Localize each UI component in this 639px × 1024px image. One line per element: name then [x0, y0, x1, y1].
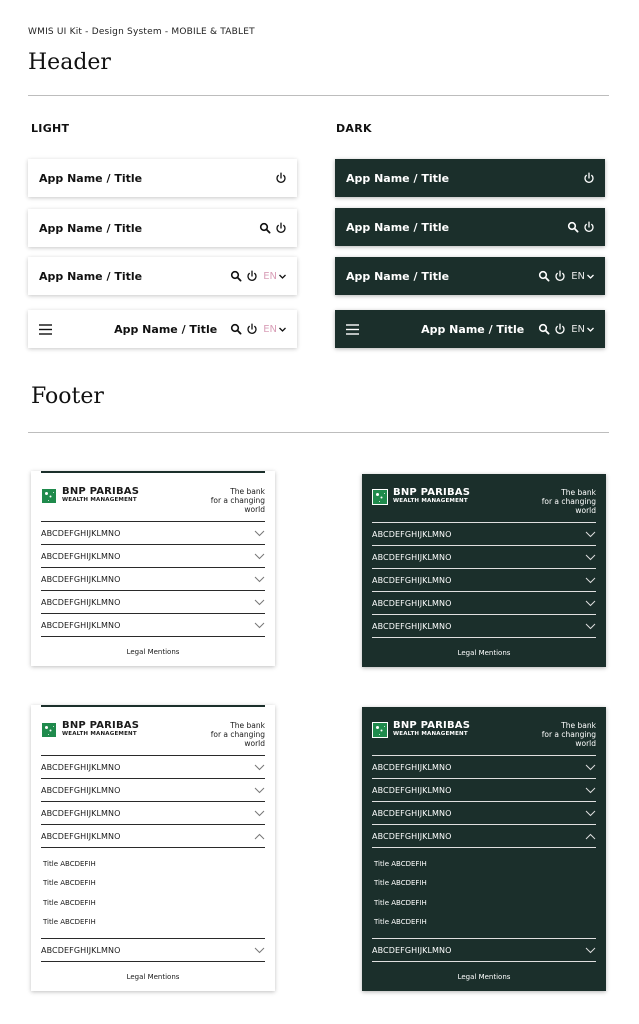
- legal-mentions-link[interactable]: Legal Mentions: [126, 973, 180, 981]
- chevron-down-icon: [585, 947, 596, 954]
- app-title: App Name / Title: [346, 269, 450, 283]
- header-dark-search-power: [335, 208, 605, 246]
- chevron-down-icon: [254, 530, 265, 537]
- chevron-down-icon: [585, 787, 596, 794]
- bnp-logo-icon: [372, 722, 388, 738]
- brand-tagline: The bank for a changing world: [541, 721, 596, 748]
- power-icon[interactable]: [246, 323, 258, 335]
- legal-mentions-link[interactable]: Legal Mentions: [457, 649, 511, 657]
- search-icon[interactable]: [230, 270, 242, 282]
- chevron-down-icon: [585, 600, 596, 607]
- chevron-down-icon: [585, 764, 596, 771]
- brand-subtitle: WEALTH MANAGEMENT: [393, 731, 468, 737]
- accordion-item[interactable]: ABCDEFGHIJKLMNO: [372, 568, 596, 591]
- brand-name: BNP PARIBAS: [62, 486, 140, 497]
- app-title: App Name / Title: [39, 269, 143, 283]
- language-selector[interactable]: [571, 324, 595, 335]
- accordion-item[interactable]: ABCDEFGHIJKLMNO: [41, 590, 265, 613]
- accordion-item[interactable]: ABCDEFGHIJKLMNO: [372, 938, 596, 961]
- sub-link[interactable]: Title ABCDEFIH: [43, 898, 96, 907]
- accordion-item[interactable]: ABCDEFGHIJKLMNO: [372, 591, 596, 614]
- sub-link[interactable]: Title ABCDEFIH: [374, 898, 427, 907]
- accordion-item[interactable]: ABCDEFGHIJKLMNO: [41, 613, 265, 636]
- accordion-item[interactable]: ABCDEFGHIJKLMNO: [41, 521, 265, 544]
- sub-link[interactable]: Title ABCDEFIH: [374, 918, 427, 927]
- sub-link[interactable]: Title ABCDEFIH: [43, 918, 96, 927]
- footer-light-expanded: [31, 705, 275, 991]
- chevron-down-icon: [254, 810, 265, 817]
- brand-tagline: The bank for a changing world: [541, 488, 596, 515]
- brand-logo[interactable]: [372, 721, 470, 738]
- header-divider: [28, 95, 609, 96]
- legal-mentions-link[interactable]: Legal Mentions: [457, 973, 511, 981]
- accordion-item[interactable]: ABCDEFGHIJKLMNO: [372, 755, 596, 778]
- chevron-down-icon: [254, 622, 265, 629]
- bnp-logo-icon: [41, 488, 57, 504]
- bnp-logo-icon: [41, 722, 57, 738]
- brand-logo[interactable]: [41, 487, 139, 504]
- header-section-title: Header: [28, 50, 111, 75]
- app-title: App Name / Title: [346, 220, 450, 234]
- chevron-up-icon: [254, 833, 265, 840]
- brand-subtitle: WEALTH MANAGEMENT: [62, 731, 137, 737]
- legal-mentions-link[interactable]: Legal Mentions: [126, 648, 180, 656]
- search-icon[interactable]: [259, 222, 271, 234]
- header-dark-power: [335, 159, 605, 197]
- footer-section-title: Footer: [31, 384, 104, 409]
- chevron-down-icon: [254, 787, 265, 794]
- accordion-item[interactable]: ABCDEFGHIJKLMNO: [41, 778, 265, 801]
- power-icon[interactable]: [275, 172, 287, 184]
- accordion-item[interactable]: ABCDEFGHIJKLMNO: [372, 778, 596, 801]
- chevron-down-icon: [254, 764, 265, 771]
- chevron-down-icon: [585, 623, 596, 630]
- language-code: EN: [263, 323, 277, 335]
- brand-logo[interactable]: [41, 721, 139, 738]
- brand-subtitle: WEALTH MANAGEMENT: [393, 498, 468, 504]
- language-selector[interactable]: [571, 271, 595, 282]
- language-selector[interactable]: [263, 271, 287, 282]
- footer-light-collapsed: [31, 471, 275, 666]
- accordion-item[interactable]: ABCDEFGHIJKLMNO: [41, 938, 265, 961]
- power-icon[interactable]: [554, 270, 566, 282]
- accordion-item[interactable]: ABCDEFGHIJKLMNO: [41, 567, 265, 590]
- chevron-down-icon: [254, 599, 265, 606]
- kit-title: WMIS UI Kit - Design System - MOBILE & TABLET: [28, 27, 255, 37]
- language-code: EN: [263, 270, 277, 282]
- language-code: EN: [571, 270, 585, 282]
- light-column-label: LIGHT: [31, 122, 70, 135]
- brand-name: BNP PARIBAS: [393, 487, 471, 498]
- chevron-down-icon: [586, 272, 595, 281]
- accordion-sub-list: [41, 848, 265, 938]
- chevron-down-icon: [254, 576, 265, 583]
- footer-dark-collapsed: [362, 474, 606, 667]
- brand-tagline: The bank for a changing world: [210, 721, 265, 748]
- chevron-down-icon: [585, 554, 596, 561]
- power-icon[interactable]: [583, 172, 595, 184]
- menu-icon[interactable]: [39, 324, 53, 335]
- app-title: App Name / Title: [421, 322, 525, 336]
- app-title: App Name / Title: [346, 171, 450, 185]
- header-dark-search-power-lang: [335, 257, 605, 295]
- brand-subtitle: WEALTH MANAGEMENT: [62, 497, 137, 503]
- chevron-down-icon: [585, 577, 596, 584]
- header-light-power: [28, 159, 297, 197]
- app-title: App Name / Title: [39, 171, 143, 185]
- header-light-menu: [28, 310, 297, 348]
- app-title: App Name / Title: [114, 322, 218, 336]
- accordion-item-expanded[interactable]: ABCDEFGHIJKLMNO: [372, 824, 596, 847]
- bnp-logo-icon: [372, 489, 388, 505]
- power-icon[interactable]: [554, 323, 566, 335]
- sub-link[interactable]: Title ABCDEFIH: [43, 859, 96, 868]
- brand-name: BNP PARIBAS: [62, 720, 140, 731]
- accordion-item[interactable]: ABCDEFGHIJKLMNO: [41, 801, 265, 824]
- chevron-down-icon: [278, 272, 287, 281]
- footer-dark-expanded: [362, 707, 606, 991]
- chevron-down-icon: [586, 325, 595, 334]
- power-icon[interactable]: [583, 221, 595, 233]
- brand-tagline: The bank for a changing world: [210, 487, 265, 514]
- sub-link[interactable]: Title ABCDEFIH: [374, 879, 427, 888]
- menu-icon[interactable]: [346, 324, 360, 335]
- accordion-item[interactable]: ABCDEFGHIJKLMNO: [372, 545, 596, 568]
- chevron-up-icon: [585, 833, 596, 840]
- accordion-item[interactable]: ABCDEFGHIJKLMNO: [372, 522, 596, 545]
- search-icon[interactable]: [230, 323, 242, 335]
- header-light-search-power-lang: [28, 257, 297, 295]
- accordion-item[interactable]: ABCDEFGHIJKLMNO: [41, 544, 265, 567]
- brand-logo[interactable]: [372, 488, 470, 505]
- chevron-down-icon: [278, 325, 287, 334]
- chevron-down-icon: [254, 553, 265, 560]
- search-icon[interactable]: [538, 270, 550, 282]
- accordion-item[interactable]: ABCDEFGHIJKLMNO: [372, 614, 596, 637]
- chevron-down-icon: [585, 531, 596, 538]
- power-icon[interactable]: [275, 222, 287, 234]
- chevron-down-icon: [254, 947, 265, 954]
- sub-link[interactable]: Title ABCDEFIH: [374, 859, 427, 868]
- search-icon[interactable]: [538, 323, 550, 335]
- accordion-item[interactable]: ABCDEFGHIJKLMNO: [372, 801, 596, 824]
- brand-name: BNP PARIBAS: [393, 720, 471, 731]
- power-icon[interactable]: [246, 270, 258, 282]
- language-selector[interactable]: [263, 324, 287, 335]
- accordion-item[interactable]: ABCDEFGHIJKLMNO: [41, 755, 265, 778]
- app-title: App Name / Title: [39, 221, 143, 235]
- accordion-item-expanded[interactable]: ABCDEFGHIJKLMNO: [41, 824, 265, 847]
- header-dark-menu: [335, 310, 605, 348]
- dark-column-label: DARK: [336, 122, 372, 135]
- footer-divider: [28, 432, 609, 433]
- accordion-sub-list: [372, 848, 596, 938]
- language-code: EN: [571, 323, 585, 335]
- search-icon[interactable]: [567, 221, 579, 233]
- header-light-search-power: [28, 209, 297, 247]
- chevron-down-icon: [585, 810, 596, 817]
- sub-link[interactable]: Title ABCDEFIH: [43, 879, 96, 888]
